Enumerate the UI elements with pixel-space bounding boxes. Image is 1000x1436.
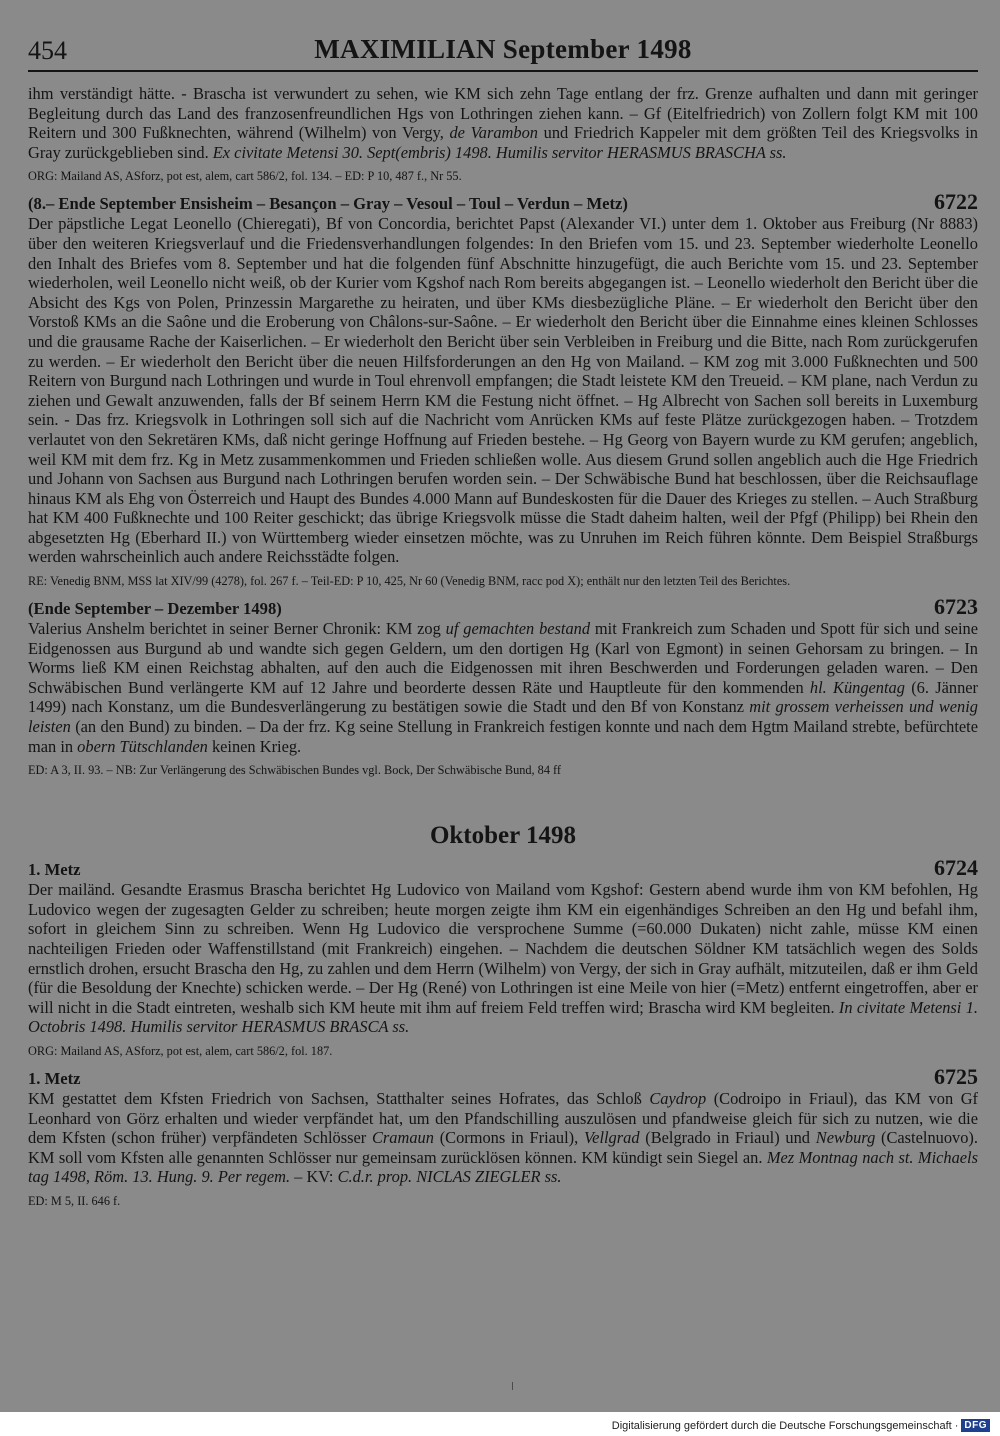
entry-number: 6722 bbox=[934, 189, 978, 215]
entry-number: 6723 bbox=[934, 594, 978, 620]
dfg-logo-icon: DFG bbox=[961, 1419, 990, 1432]
entry-body bbox=[28, 84, 978, 162]
italic-run: de Varambon bbox=[449, 123, 538, 143]
italic-run: Ex civitate Metensi 30. Sept(embris) 1498. Humilis servitor HERASMUS BRASCHA ss. bbox=[212, 142, 787, 162]
italic-run: obern Tütschlanden bbox=[77, 736, 208, 756]
text-run: mit Frankreich zum Schaden und Spott für sich und seine Eidgenossen aus Burgund ab und wandte sich gegen Geldern, um den dortigen Hg (Karl von Egmont) in seinen Gehorsam zu bringen. – In Worms ließ KM einen Reichstag abhalten, auf den auch die Eidgenossen mit ihren Beschwerden und Forderungen geladen waren. – Den Schwäbischen Bund verlängerte KM auf 12 Jahre und beorderte dessen Räte und Hauptleute für den kommenden bbox=[28, 619, 978, 697]
entry-body bbox=[28, 880, 978, 1037]
entry-number: 6725 bbox=[934, 1063, 978, 1089]
text-run: Der mailänd. Gesandte Erasmus Brascha berichtet Hg Ludovico von Mailand vom Kgshof: Gestern abend wurde ihm von KM befohlen, Hg Ludovico wegen der zugesagten Gelder zu schreiben; heute morgen zeigte ihm KM ein eigenhändiges Schreiben an den Hg und befahl ihm, sofort in gleichem Sinn zu schreiben. Wenn Hg Ludovico die versprochene Summe (=60.000 Dukaten) nicht zahle, müsse KM einen nachteiligen Frieden oder Waffenstillstand (mit Frankreich) eingehen. – Nachdem die deutschen Söldner KM tatsächlich wegen des Solds ernstlich drohen, ersucht Brascha den Hg, zu zahlen und dem Herrn (Wilhelm) von Vergy, der sich in Gray aufhält, mitzuteilen, daß er ihm Geld (für die Besoldung der Knechte) schicken werde. – Der Hg (René) von Lothringen ist eine Meile von hier (=Metz) entfernt eingetroffen, aber er will nicht in die Stadt eintreten, weshalb sich KM heute mit ihm auf freiem Feld treffen wird; Brascha wird KM begleiten. bbox=[28, 880, 978, 1017]
italic-run: Vellgrad bbox=[583, 1128, 640, 1148]
pencil-mark bbox=[512, 1382, 513, 1390]
entry-date-place: (8.– Ende September Ensisheim – Besançon – Gray – Vesoul – Toul – Verdun – Metz) bbox=[28, 194, 628, 214]
italic-run: uf gemachten bestand bbox=[445, 619, 591, 639]
entry-heading bbox=[28, 1063, 978, 1089]
text-run: (Belgrado in Friaul) und bbox=[639, 1128, 816, 1148]
running-title: MAXIMILIAN September 1498 bbox=[314, 34, 692, 64]
entry-6724 bbox=[28, 855, 978, 1059]
text-run: Der päpstliche Legat Leonello (Chieregati), Bf von Concordia, berichtet Papst (Alexander VI.) unter dem 1. Oktober aus Freiburg (Nr 8883) über den weiteren Kriegsverlauf und die Friedensverhandlungen folgendes: In den Briefen vom 15. und 23. September wiederholte Leonello den Inhalt des Briefes vom 8. September und hat die folgenden fünf Abschnitte hinzugefügt, die auch Berichte vom 15. und 23. September wiederholen, weil Leonello nicht weiß, ob der Kurier vom Kgshof nach Rom bereits abgegangen ist. – Leonello wiederholt den Bericht über die Absicht des Kgs von Polen, Prinzessin Margarethe zu heiraten, und über KMs diesbezügliche Pläne. – Er wiederholt den Bericht über den Vorstoß KMs an die Saône und die Eroberung von Châlons-sur-Saône. – Er wiederholt den Bericht über die Einnahme eines kleinen Schlosses und die grausame Rache der Kaiserlichen. – Er wiederholt den Bericht über sein Verbleiben in Freiburg und die Bitte, nach Rom zurückgerufen zu werden. – Er wiederholt den Bericht über die neuen Hilfsforderungen an den Hg von Mailand. – KM zog mit 3.000 Fußknechten und 500 Reitern von Burgund nach Lothringen und wurde in Toul ehrenvoll empfangen; die Stadt leistete KM den Treueid. – KM plane, nach Verdun zu ziehen und Gewalt anzuwenden, falls der Bf seinem Herrn KM die Festung nicht öffnet. – Hg Albrecht von Sachen soll bereits in Luxemburg sein. - Das frz. Kriegsvolk in Lothringen soll sich auf die Nachricht vom Anrücken KMs auf feste Plätze zurückgezogen haben. – Trotzdem verlautet von den Sekretären KMs, daß nicht geringe Hoffnung auf Frieden bestehe. – Hg Georg von Bayern wurde zu KM gerufen; angeblich, weil KM mit dem frz. Kg in Metz zusammenkommen und Frieden schließen wolle. Aus diesem Grund sollen angeblich auch die Hge Friedrich und Johann von Sachsen aus Burgund nach Lothringen berufen worden sein. – Der Schwäbische Bund hat beschlossen, über die Reichsauflage hinaus KM als Ehg von Österreich und Haupt des Bundes 4.000 Mann auf Bundeskosten für die Dauer des Krieges zu stellen. – Auch Straßburg hat KM 400 Fußknechte und 100 Reiter geschickt; das übrige Kriegsvolk müsse die Stadt daheim halten, weil der Pfgf (Philipp) bei Rhein den abgesetzten Hg (Eberhard II.) von Württemberg wieder einsetzen möchte, was zu Unruhen im Reich führen könnte. Dem Beispiel Straßburgs werden wahrscheinlich auch andere Reichsstädte folgen. bbox=[28, 214, 978, 567]
month-heading: Oktober 1498 bbox=[429, 822, 577, 850]
entry-6725 bbox=[28, 1063, 978, 1209]
footer-credit: Digitalisierung gefördert durch die Deutsche Forschungsgemeinschaft bbox=[611, 1419, 952, 1432]
entry-date-place: 1. Metz bbox=[28, 860, 81, 880]
italic-run: Newburg bbox=[815, 1128, 876, 1148]
text-run: Valerius Anshelm berichtet in seiner Berner Chronik: KM zog bbox=[28, 619, 446, 639]
text-run: – KV: bbox=[290, 1167, 338, 1187]
entry-date-place: 1. Metz bbox=[28, 1068, 81, 1088]
page-number: 454 bbox=[28, 36, 67, 65]
entry-heading bbox=[28, 855, 978, 881]
entry-body bbox=[28, 1089, 978, 1187]
source-note: ED: A 3, II. 93. – NB: Zur Verlängerung des Schwäbischen Bundes vgl. Bock, Der Schwäbische Bund, 84 ff bbox=[28, 763, 562, 778]
source-note: ORG: Mailand AS, ASforz, pot est, alem, cart 586/2, fol. 187. bbox=[28, 1043, 333, 1058]
italic-run: C.d.r. prop. NICLAS ZIEGLER ss. bbox=[337, 1167, 562, 1187]
running-header bbox=[28, 32, 978, 72]
text-run: (Castelnuovo). KM soll vom Kfsten alle genannten Schlösser nur gemeinsam zurücklösen können. KM kündigt sein Siegel an. bbox=[28, 1128, 978, 1167]
entry-body bbox=[28, 619, 978, 756]
italic-run: mit grossem verheissen und wenig leisten bbox=[28, 697, 978, 737]
italic-run: hl. Küngentag bbox=[809, 677, 905, 697]
entry-number: 6724 bbox=[934, 855, 978, 881]
text-run: und Friedrich Kappeler mit dem größten Teil des Kriegsvolks in Gray zurückgeblieben sind. bbox=[28, 123, 978, 162]
entry-6723 bbox=[28, 594, 978, 778]
digitization-footer bbox=[612, 1419, 990, 1432]
entry-date-place: (Ende September – Dezember 1498) bbox=[28, 599, 282, 619]
text-run: (an den Bund) zu binden. – Da der frz. Kg seine Stellung in Frankreich festigen konnte und nach dem Hgtm Mailand strebte, befürchtete man in bbox=[28, 717, 978, 756]
text-run: keinen Krieg. bbox=[207, 736, 302, 756]
text-run: (Cormons in Friaul), bbox=[433, 1128, 584, 1148]
text-run: (6. Jänner 1499) nach Konstanz, um die Bundesverlängerung zu bestätigen sowie die Stadt und den Bf von Konstanz bbox=[28, 677, 978, 717]
entry-body bbox=[28, 214, 978, 567]
italic-run: Mez Montnag nach st. Michaels tag 1498, Röm. 13. Hung. 9. Per regem. bbox=[28, 1147, 978, 1187]
italic-run: Caydrop bbox=[649, 1088, 707, 1108]
entry-heading bbox=[28, 189, 978, 215]
source-note: ORG: Mailand AS, ASforz, pot est, alem, cart 586/2, fol. 134. – ED: P 10, 487 f., Nr 55. bbox=[28, 169, 462, 184]
entry-6722 bbox=[28, 189, 978, 589]
italic-run: In civitate Metensi 1. Octobris 1498. Humilis servitor HERASMUS BRASCA ss. bbox=[28, 997, 978, 1037]
text-run: ihm verständigt hätte. - Brascha ist verwundert zu sehen, wie KM sich zehn Tage entlang der frz. Grenze aufhalten und dann mit geringer Begleitung durch das Land des franzosenfreundlichen Hgs von Lothringen ziehen kann. – Gf (Eitelfriedrich) von Zollern folgt KM mit 100 Reitern und 300 Fußknechten, während (Wilhelm) von Vergy, bbox=[28, 84, 978, 143]
text-run: KM gestattet dem Kfsten Friedrich von Sachsen, Statthalter seines Hofrates, das Schloß bbox=[28, 1088, 650, 1108]
footer-bullet: · bbox=[954, 1419, 959, 1432]
text-run: (Codroipo in Friaul), das KM von Gf Leonhard von Görz erhalten und wieder verpfändet hat, um den Pfandschilling auszulösen und pfandweise gleich für sich zu nutzen, wie die dem Kfsten (schon früher) verpfändeten Schlösser bbox=[28, 1088, 978, 1148]
entry-6721-continuation bbox=[28, 84, 978, 184]
source-note: RE: Venedig BNM, MSS lat XIV/99 (4278), fol. 267 f. – Teil-ED: P 10, 425, Nr 60 (Venedig BNM, racc pod X); enthält nur den letzten Teil des Berichtes. bbox=[28, 574, 791, 589]
italic-run: Cramaun bbox=[372, 1128, 434, 1148]
entry-heading bbox=[28, 594, 978, 620]
source-note: ED: M 5, II. 646 f. bbox=[28, 1193, 121, 1208]
